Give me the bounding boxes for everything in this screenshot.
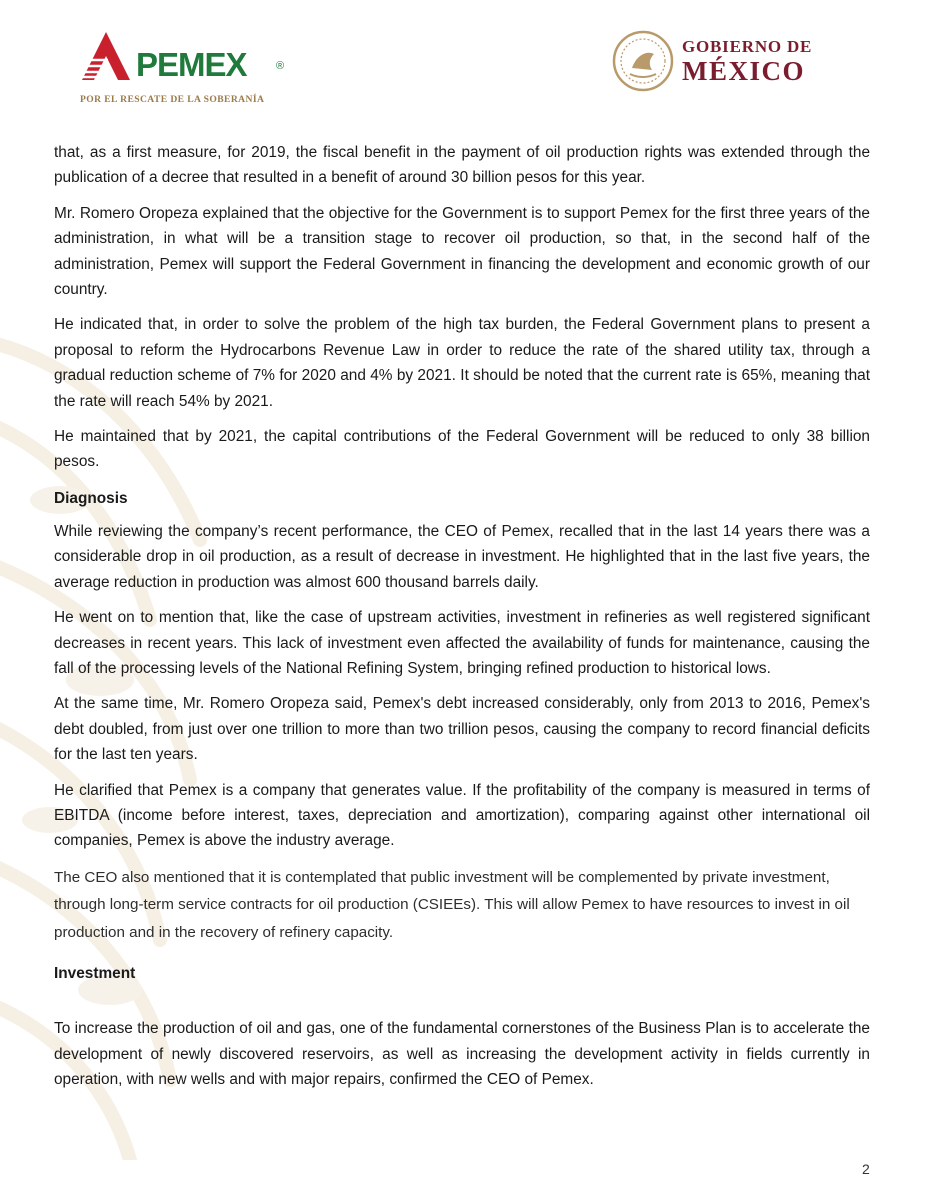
page-number: 2 xyxy=(862,1161,870,1177)
paragraph: To increase the production of oil and gas, one of the fundamental cornerstones of the Business Plan is to accelerate the development of newly discovered reservoirs, as well as increasing the development activity in fields currently in operation, with new wells and with major repairs, confirmed the CEO of Pemex. xyxy=(54,1020,870,1089)
paragraph: Mr. Romero Oropeza explained that the objective for the Government is to support Pemex for the first three years of the administration, in what will be a transition stage to recover oil production, so that, in the second half of the administration, Pemex will support the Federal Government in financing the development and economic growth of our country. xyxy=(54,204,870,299)
mexico-label: MÉXICO xyxy=(682,56,805,86)
pemex-tagline: POR EL RESCATE DE LA SOBERANÍA xyxy=(80,94,265,105)
pemex-wordmark: PEMEX xyxy=(136,46,247,83)
registered-mark: ® xyxy=(276,60,285,72)
pemex-logo xyxy=(78,30,318,110)
paragraph: The CEO also mentioned that it is contemplated that public investment will be complemented by private investment, through long-term service contracts for oil production (CSIEEs). This will allow Pemex to have resources to invest in oil production and in the recovery of refinery capacity. xyxy=(54,868,850,941)
paragraph: While reviewing the company’s recent performance, the CEO of Pemex, recalled that in the last 14 years there was a considerable drop in oil production, as a result of decrease in investment. He highlighted that in the last five years, the average reduction in production was almost 600 thousand barrels daily. xyxy=(54,522,870,591)
document-body xyxy=(54,140,870,1102)
paragraph: that, as a first measure, for 2019, the fiscal benefit in the payment of oil production rights was extended through the publication of a decree that resulted in a benefit of around 30 billion pesos for this year. xyxy=(54,144,870,187)
paragraph: He indicated that, in order to solve the problem of the high tax burden, the Federal Government plans to present a proposal to reform the Hydrocarbons Revenue Law in order to reduce the rate of the shared utility tax, through a gradual reduction scheme of 7% for 2020 and 4% by 2021. It should be noted that the current rate is 65%, meaning that the rate will reach 54% by 2021. xyxy=(54,316,870,410)
pemex-flame-icon xyxy=(78,30,134,86)
paragraph: He clarified that Pemex is a company that generates value. If the profitability of the company is measured in terms of EBITDA (income before interest, taxes, depreciation and amortization), comparing against other international oil companies, Pemex is above the industry average. xyxy=(54,781,870,850)
section-heading-diagnosis: Diagnosis xyxy=(54,489,128,507)
section-heading-investment: Investment xyxy=(54,965,136,983)
letterhead xyxy=(0,0,927,120)
paragraph: He maintained that by 2021, the capital contributions of the Federal Government will be reduced to only 38 billion pesos. xyxy=(54,428,870,471)
coat-of-arms-icon xyxy=(612,30,674,92)
paragraph: He went on to mention that, like the case of upstream activities, investment in refineries as well registered significant decreases in recent years. This lack of investment even affected the availability of funds for maintenance, causing the fall of the processing levels of the National Refining System, bringing refined production to historical lows. xyxy=(54,609,870,677)
paragraph: At the same time, Mr. Romero Oropeza said, Pemex's debt increased considerably, only from 2013 to 2016, Pemex's debt doubled, from just over one trillion to more than two trillion pesos, causing the company to record financial deficits for the last ten years. xyxy=(54,695,870,764)
gobierno-logo xyxy=(612,30,852,100)
gobierno-de-label: GOBIERNO DE xyxy=(682,37,813,56)
